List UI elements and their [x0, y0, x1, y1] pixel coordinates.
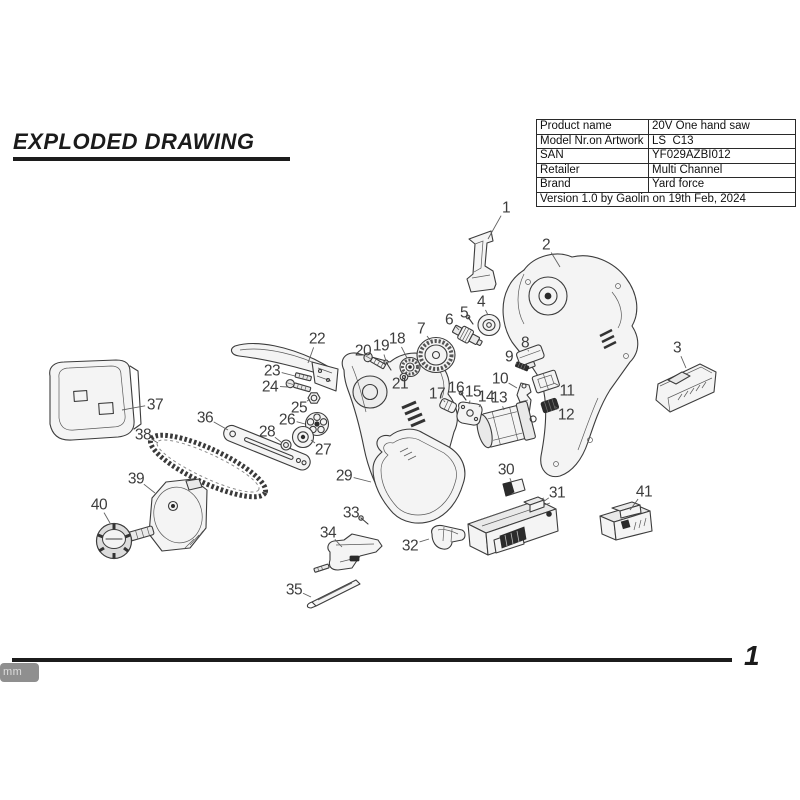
part-27-tension-roller — [293, 427, 314, 448]
footer-rule — [12, 658, 732, 662]
part-8-number-label: 8 — [520, 334, 530, 352]
part-30-leader-line — [510, 478, 511, 481]
part-33-screw — [359, 516, 368, 524]
part-40-number-label: 40 — [90, 496, 108, 514]
part-10-leader-line — [509, 383, 517, 388]
part-32-leader-line — [420, 539, 429, 542]
version-note: Version 1.0 by Gaolin on 19th Feb, 2024 — [537, 192, 796, 207]
part-31-battery-pack — [468, 497, 558, 555]
part-38-number-label: 38 — [134, 426, 152, 444]
part-34-number-label: 34 — [319, 524, 337, 542]
info-value: YF029AZBI012 — [649, 149, 796, 164]
mm-tooltip-badge: mm — [0, 663, 39, 682]
part-5-number-label: 5 — [459, 304, 469, 322]
part-25-lock-nut — [308, 393, 320, 403]
part-15-number-label: 15 — [464, 383, 482, 401]
info-value: 20V One hand saw — [649, 120, 796, 135]
part-3-terminal-block — [656, 364, 716, 412]
part-6-number-label: 6 — [444, 311, 454, 329]
part-20-number-label: 20 — [354, 342, 372, 360]
info-label: Retailer — [537, 163, 649, 178]
part-24-screw — [285, 379, 311, 394]
part-7-spur-gear — [417, 338, 455, 373]
part-23-screw — [295, 373, 312, 381]
part-25-number-label: 25 — [290, 399, 308, 417]
page-title: EXPLODED DRAWING — [13, 129, 255, 154]
part-17-number-label: 17 — [428, 385, 446, 403]
part-18-number-label: 18 — [388, 330, 406, 348]
part-30-number-label: 30 — [497, 461, 515, 479]
part-12-number-label: 12 — [557, 406, 575, 424]
info-value: Yard force — [649, 178, 796, 193]
part-3-number-label: 3 — [672, 339, 682, 357]
part-22-front-handle — [232, 344, 338, 391]
part-24-number-label: 24 — [261, 378, 279, 396]
part-23-leader-line — [282, 373, 295, 376]
part-10-number-label: 10 — [491, 370, 509, 388]
part-36-number-label: 36 — [196, 409, 214, 427]
part-39-leader-line — [144, 484, 155, 493]
part-7-number-label: 7 — [416, 320, 426, 338]
part-28-number-label: 28 — [258, 423, 276, 441]
part-4-number-label: 4 — [476, 293, 486, 311]
part-41-number-label: 41 — [635, 483, 653, 501]
info-value: Multi Channel — [649, 163, 796, 178]
part-35-leader-line — [303, 593, 311, 597]
info-value: LS C13 — [649, 134, 796, 149]
part-11-number-label: 11 — [559, 382, 575, 400]
info-label: Product name — [537, 120, 649, 135]
part-16-number-label: 16 — [447, 379, 465, 397]
part-29-number-label: 29 — [335, 467, 353, 485]
part-40-tension-knob — [97, 524, 155, 559]
part-30-warning-label — [503, 479, 525, 496]
part-29-leader-line — [354, 478, 371, 482]
part-40-leader-line — [104, 513, 110, 523]
part-39-number-label: 39 — [127, 470, 145, 488]
page-number: 1 — [744, 640, 760, 671]
part-2-number-label: 2 — [541, 236, 551, 254]
info-label: SAN — [537, 149, 649, 164]
part-35-number-label: 35 — [285, 581, 303, 599]
part-32-trigger — [432, 525, 465, 549]
part-27-number-label: 27 — [314, 441, 332, 459]
part-14-number-label: 14 — [477, 388, 495, 406]
part-28-leader-line — [275, 437, 281, 442]
part-1-leader-line — [488, 216, 501, 239]
part-13-motor — [474, 400, 541, 451]
part-41-charger — [600, 502, 652, 540]
part-39-sprocket-cover — [149, 479, 208, 551]
part-13-number-label: 13 — [490, 389, 508, 407]
part-21-number-label: 21 — [391, 375, 409, 393]
part-23-number-label: 23 — [263, 362, 281, 380]
part-22-number-label: 22 — [308, 330, 326, 348]
part-9-number-label: 9 — [504, 348, 514, 366]
part-32-number-label: 32 — [401, 537, 419, 555]
part-19-number-label: 19 — [372, 337, 390, 355]
part-37-number-label: 37 — [146, 396, 164, 414]
part-3-leader-line — [681, 356, 686, 368]
part-36-leader-line — [214, 422, 228, 430]
part-31-number-label: 31 — [548, 484, 566, 502]
part-1-support-bracket — [467, 231, 496, 292]
part-35-file-tool — [307, 580, 360, 608]
part-28-ring — [281, 440, 291, 450]
part-1-number-label: 1 — [501, 199, 511, 217]
info-label: Model Nr.on Artwork — [537, 134, 649, 149]
part-4-grommet-washer — [478, 315, 500, 336]
part-37-chain-guard-cover — [50, 360, 141, 440]
info-label: Brand — [537, 178, 649, 193]
part-33-number-label: 33 — [342, 504, 360, 522]
part-26-leader-line — [297, 422, 305, 424]
part-26-number-label: 26 — [278, 411, 296, 429]
